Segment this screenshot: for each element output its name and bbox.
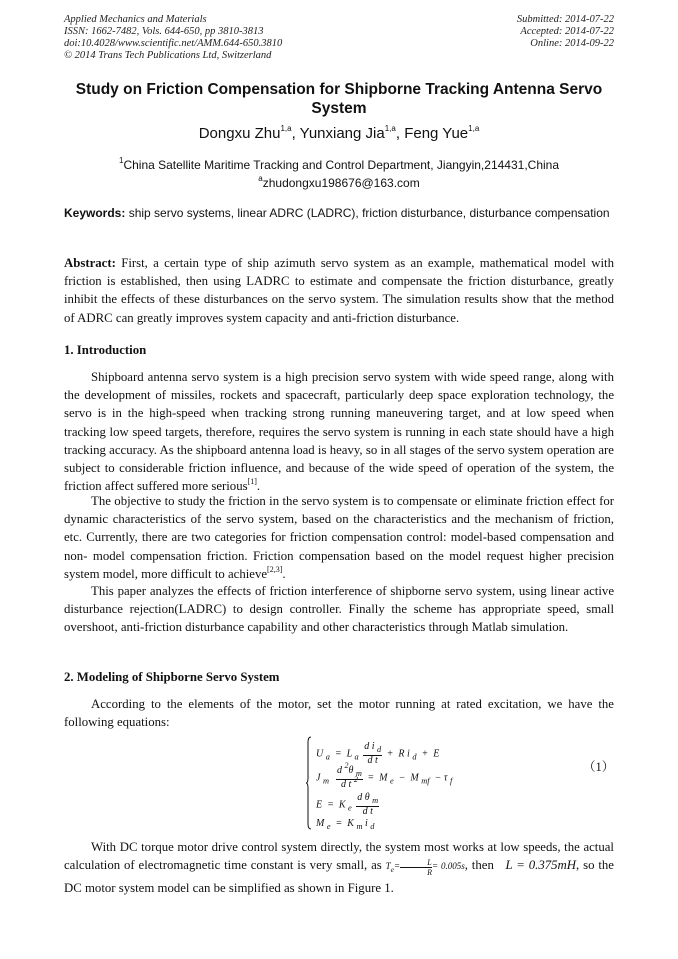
- citation[interactable]: [2,3]: [267, 564, 283, 574]
- intro-paragraph-2: The objective to study the friction in the servo system is to compensate or eliminate friction effect for dynamic characteristics of the servo system, based on the characteristics and the mechanism of friction, etc. Currently, there are two categories for friction compensation control: model-based compensation and non- model compensation friction. Friction compensation based on the model request higher precision system model, more difficult to achieve[2,3].: [64, 494, 614, 581]
- keywords-label: Keywords:: [64, 206, 126, 220]
- equation-line-2: J $_m$ $\frac{d ^2\theta _m}{d t ^2}$ = M $_e$ − M $_{mf}$ − τ $_f$: [316, 760, 453, 790]
- modeling-paragraph-1: According to the elements of the motor, set the motor running at rated excitation, we have the following equations:: [64, 697, 614, 730]
- journal-doi: doi:10.4028/www.scientific.net/AMM.644-650.3810: [64, 38, 283, 49]
- modeling-paragraph-2: With DC torque motor drive control system directly, the system most works at low speeds, the actual calculation of electromagnetic time constant is very small, as $T_e=$ $\frac{L}{R}$ = 0.005s, then L = 0.375mH, so the DC motor system model can be simplified as shown in Figure 1.: [64, 840, 614, 896]
- paper-title: Study on Friction Compensation for Shipborne Tracking Antenna Servo System: [75, 81, 603, 117]
- citation[interactable]: [1]: [247, 476, 257, 486]
- submitted-date: Submitted: 2014-07-22: [516, 14, 614, 25]
- equation-brace: [306, 736, 312, 830]
- intro-paragraph-1: Shipboard antenna servo system is a high precision servo system with wide speed range, along with the development of missiles, rockets and spacecraft, particularly deep space exploration technology, the servo is in the high-speed when tracking strong running maneuvering target, and at low speed when tracking low speed targets, therefore, requires the servo system is running in each state should have a high tracking accuracy. As the shipboard antenna load is heavy, so in all stages of the servo system operation are subject to considerable friction influence, and because of the wide speed of operation of the system, the friction affect suffered more serious[1].: [64, 370, 614, 494]
- dates-header: [517, 14, 614, 50]
- keywords: [64, 205, 614, 222]
- author-name: Feng Yue: [404, 125, 469, 142]
- author-affil-sup: 1,a: [280, 124, 292, 133]
- journal-copyright: © 2014 Trans Tech Publications Ltd, Switzerland: [64, 50, 272, 61]
- equation-line-3: E = K $_e$ $\frac{d \theta _m}{\text{d t}}$: [316, 792, 379, 817]
- journal-header: [64, 14, 282, 62]
- email: $^a$zhudongxu198676@163.com: [258, 174, 420, 190]
- keywords-text: ship servo systems, linear ADRC (LADRC), friction disturbance, disturbance compensation: [128, 206, 610, 220]
- abstract-text: First, a certain type of ship azimuth servo system as an example, mathematical model with friction is established, then using LADRC to estimate and compensate the friction disturbance, greatly inhibit the effects of these disturbances on the servo system. The simulation results show that the method of ADRC can greatly improves system capacity and anti-friction disturbance.: [64, 256, 615, 325]
- equation-system: [306, 736, 506, 832]
- author-affil-sup: 1,a: [384, 124, 396, 133]
- equation-line-1: U $_a$ = L $_a$ $\frac{d i _d}{\text{d t}}$ + R i $_d$ + E: [316, 741, 440, 766]
- time-constant-expression: $T_e=$ $\frac{L}{R}$ = 0.005s: [385, 857, 465, 877]
- journal-issn: ISSN: 1662-7482, Vols. 644-650, pp 3810-3813: [64, 26, 264, 37]
- abstract-label: Abstract:: [64, 256, 116, 270]
- author-affil-sup: 1,a: [468, 124, 480, 133]
- author-list: Dongxu Zhu$^{1,a}$, Yunxiang Jia$^{1,a}$, Feng Yue$^{1,a}$: [198, 124, 480, 142]
- equation-number: （1）: [583, 760, 615, 774]
- journal-name: Applied Mechanics and Materials: [64, 14, 207, 25]
- equation-line-4: M $_e$ = K $_m$ i $_d$: [316, 818, 375, 831]
- author-name: Yunxiang Jia: [299, 125, 385, 142]
- author-name: Dongxu Zhu: [198, 125, 281, 142]
- accepted-date: Accepted: 2014-07-22: [520, 26, 614, 37]
- abstract: [64, 254, 614, 327]
- inductance-expression: L = 0.375mH: [505, 858, 577, 873]
- affiliation-block: [60, 156, 618, 192]
- affiliation: $^1$China Satellite Maritime Tracking and Control Department, Jiangyin,214431,China: [118, 156, 559, 172]
- section-heading-modeling: 2. Modeling of Shipborne Servo System: [64, 670, 280, 684]
- section-heading-introduction: 1. Introduction: [64, 343, 147, 357]
- online-date: Online: 2014-09-22: [530, 38, 614, 49]
- intro-paragraph-3: This paper analyzes the effects of friction interference of shipborne servo system, using linear active disturbance rejection(LADRC) to design controller. Finally the scheme has appropriate speed, small overshoot, anti-friction disturbance capability and other characteristics through Matlab simulation.: [64, 584, 614, 635]
